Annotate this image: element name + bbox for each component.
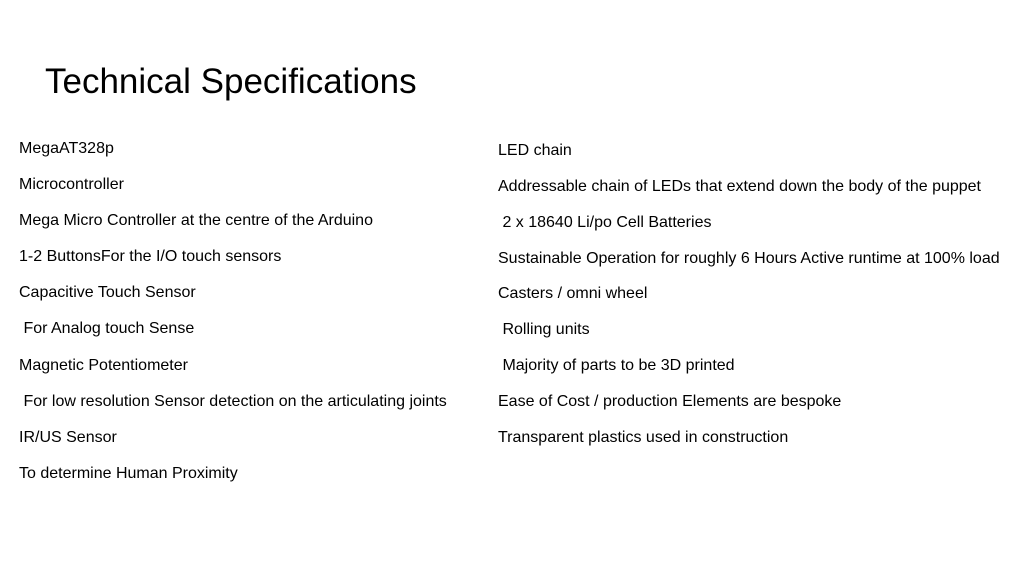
right-spec-list xyxy=(498,141,1013,464)
spec-item: Mega Micro Controller at the centre of the Arduino xyxy=(19,212,373,229)
spec-item: Magnetic Potentiometer xyxy=(19,357,188,374)
spec-item: Ease of Cost / production Elements are bespoke xyxy=(498,393,842,410)
left-spec-list xyxy=(19,139,489,500)
spec-item: For low resolution Sensor detection on the articulating joints xyxy=(19,393,447,410)
spec-item: Capacitive Touch Sensor xyxy=(19,284,196,301)
spec-item: Rolling units xyxy=(498,321,590,338)
spec-item: Addressable chain of LEDs that extend down the body of the puppet xyxy=(498,178,981,195)
spec-item: For Analog touch Sense xyxy=(19,320,195,337)
spec-item: Transparent plastics used in construction xyxy=(498,429,789,446)
slide-title: Technical Specifications xyxy=(45,62,417,101)
spec-item: IR/US Sensor xyxy=(19,429,117,446)
spec-item: MegaAT328p xyxy=(19,140,114,157)
spec-item: Casters / omni wheel xyxy=(498,285,648,302)
spec-item: Majority of parts to be 3D printed xyxy=(498,357,735,374)
spec-item: Microcontroller xyxy=(19,176,124,193)
spec-item: LED chain xyxy=(498,142,572,159)
spec-item: To determine Human Proximity xyxy=(19,465,238,482)
spec-item: 1-2 ButtonsFor the I/O touch sensors xyxy=(19,248,282,265)
spec-item: 2 x 18640 Li/po Cell Batteries xyxy=(498,214,712,231)
spec-item: Sustainable Operation for roughly 6 Hours Active runtime at 100% load xyxy=(498,250,1000,267)
